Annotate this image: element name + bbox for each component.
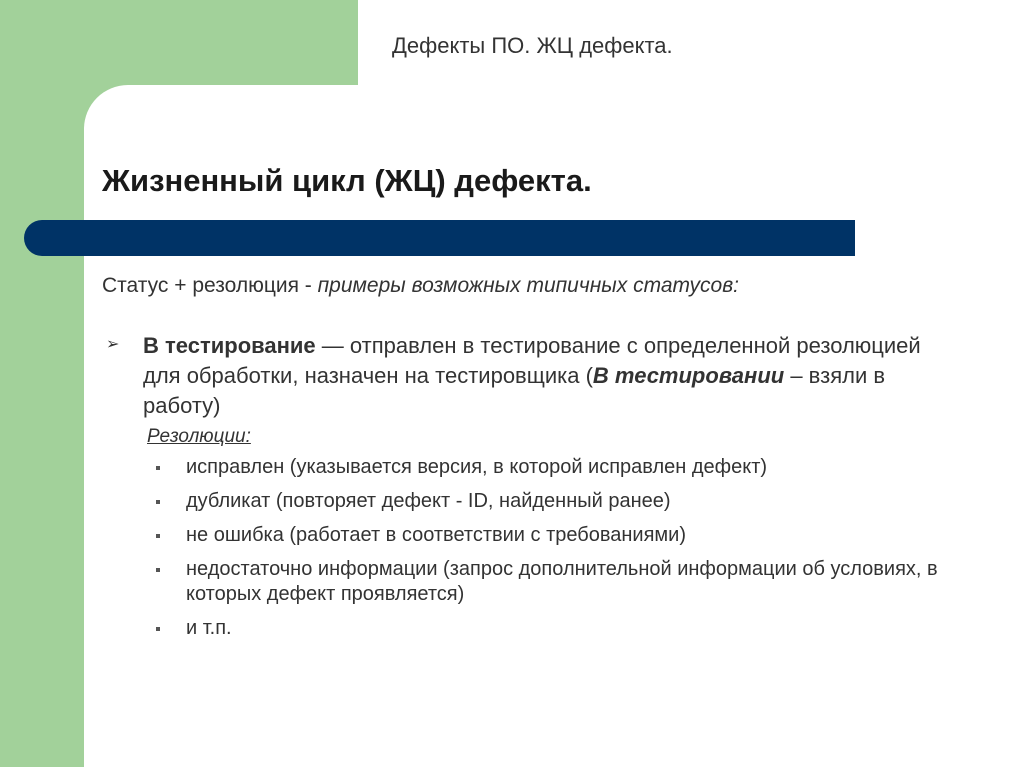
square-bullet-icon <box>156 466 160 470</box>
list-item: и т.п. <box>150 616 940 641</box>
status-name: В тестирование <box>143 333 316 358</box>
list-item: недостаточно информации (запрос дополнительной информации об условиях, в которых дефект проявляется) <box>150 557 940 607</box>
resolutions-list <box>150 455 940 650</box>
list-item: не ошибка (работает в соответствии с требованиями) <box>150 523 940 548</box>
status-description-end: – взяли в работу) <box>143 363 886 418</box>
intro-plain-text: Статус + резолюция - <box>102 274 318 297</box>
status-bullet <box>106 331 926 421</box>
intro-line <box>102 274 739 298</box>
slide-header: Дефекты ПО. ЖЦ дефекта. <box>392 33 673 58</box>
status-description: — отправлен в тестирование с определенной резолюцией для обработки, назначен на тестировщика ( <box>143 333 921 388</box>
slide-title: Жизненный цикл (ЖЦ) дефекта. <box>102 163 592 198</box>
status-bullet-text <box>143 331 926 421</box>
square-bullet-icon <box>156 500 160 504</box>
intro-italic-text: примеры возможных типичных статусов: <box>317 274 740 297</box>
resolutions-heading: Резолюции: <box>147 426 251 447</box>
square-bullet-icon <box>156 627 160 631</box>
square-bullet-icon <box>156 568 160 572</box>
list-item: исправлен (указывается версия, в которой исправлен дефект) <box>150 455 940 480</box>
status-in-progress: В тестировании <box>592 363 785 388</box>
square-bullet-icon <box>156 534 160 538</box>
arrow-bullet-icon: ➢ <box>106 336 120 353</box>
list-item: дубликат (повторяет дефект - ID, найденный ранее) <box>150 489 940 514</box>
title-divider-bar <box>24 220 855 256</box>
